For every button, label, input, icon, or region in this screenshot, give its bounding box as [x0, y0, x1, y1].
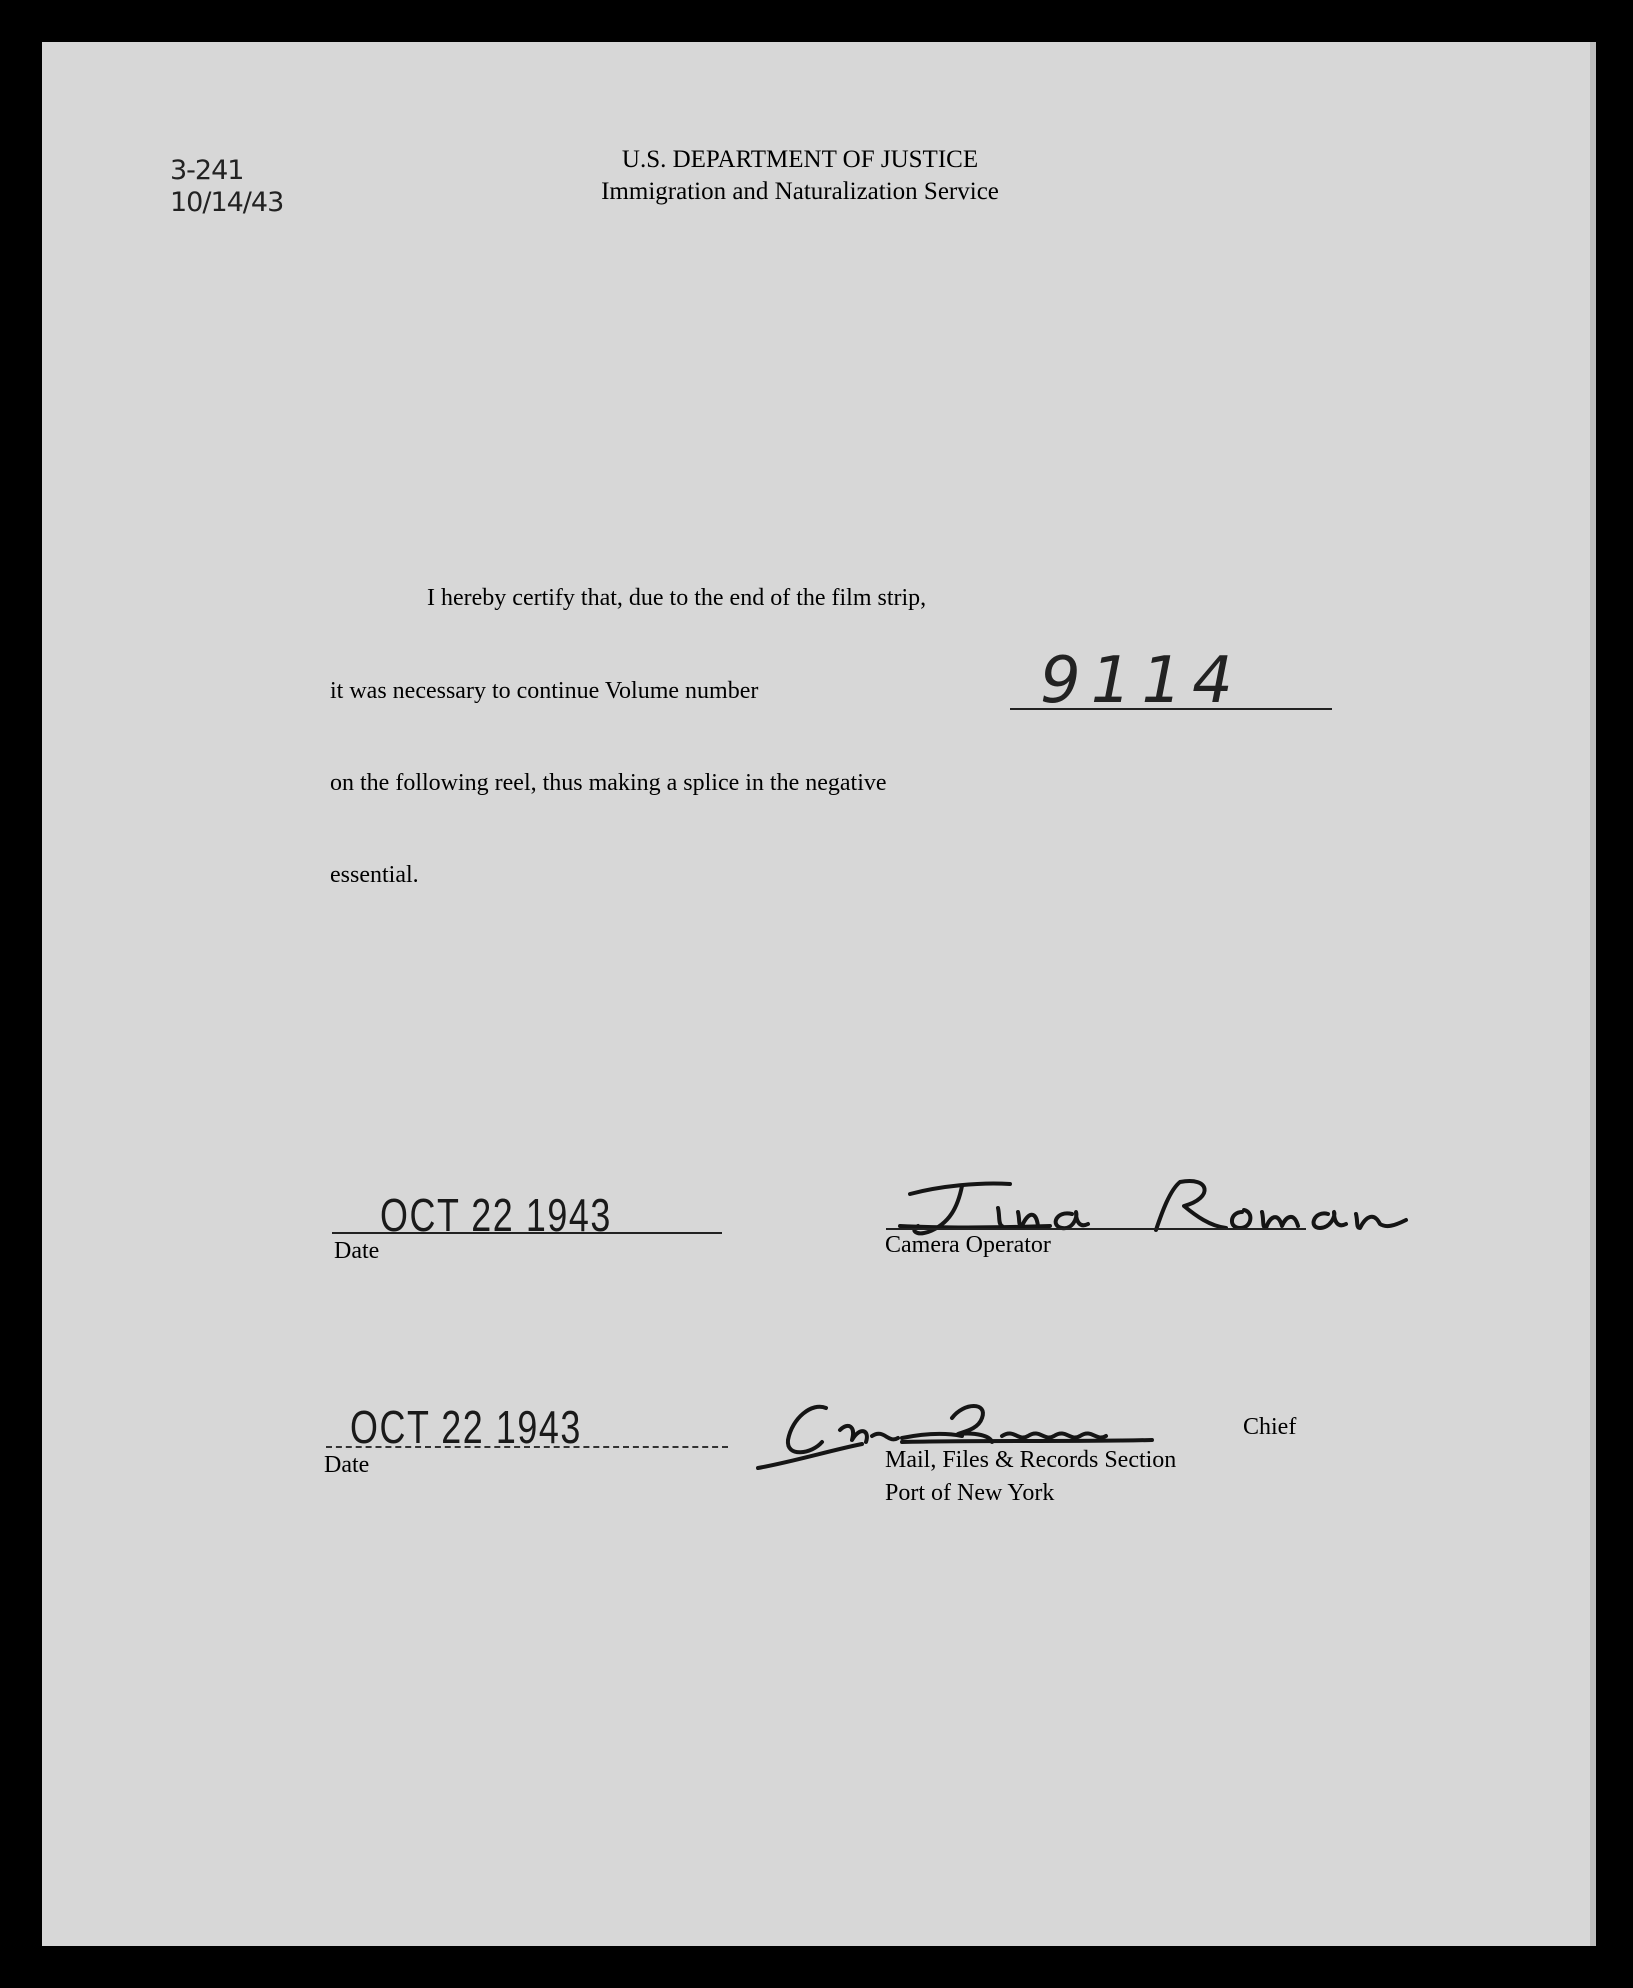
certify-line-3: on the following reel, thus making a splice in the negative: [330, 770, 887, 796]
document-page: [42, 42, 1590, 1946]
certify-line-4: essential.: [330, 862, 419, 888]
chief-label: Chief: [1243, 1414, 1297, 1440]
camera-operator-underline: [886, 1228, 1306, 1230]
agency-heading: U.S. DEPARTMENT OF JUSTICE: [621, 146, 979, 173]
date-stamp-1: OCT 22 1943: [380, 1189, 612, 1241]
form-revision-date: 10/14/43: [170, 187, 284, 218]
service-heading: Immigration and Naturalization Service: [601, 178, 999, 205]
form-number-block: [170, 155, 283, 219]
form-number: 3-241: [170, 155, 244, 186]
certify-line-2: it was necessary to continue Volume number: [330, 678, 759, 704]
volume-number-handwritten: 9114: [1040, 644, 1243, 718]
camera-operator-label: Camera Operator: [885, 1232, 1051, 1258]
date-underline-2: [326, 1446, 728, 1448]
date-stamp-2: OCT 22 1943: [350, 1401, 582, 1453]
date-label-1: Date: [334, 1238, 380, 1264]
page-edge: [1590, 42, 1596, 1946]
certify-line-1: I hereby certify that, due to the end of the film strip,: [427, 585, 927, 611]
date-label-2: Date: [324, 1452, 370, 1478]
port-label: Port of New York: [885, 1480, 1055, 1506]
section-label: Mail, Files & Records Section: [885, 1447, 1177, 1473]
date-underline-1: [332, 1232, 722, 1234]
